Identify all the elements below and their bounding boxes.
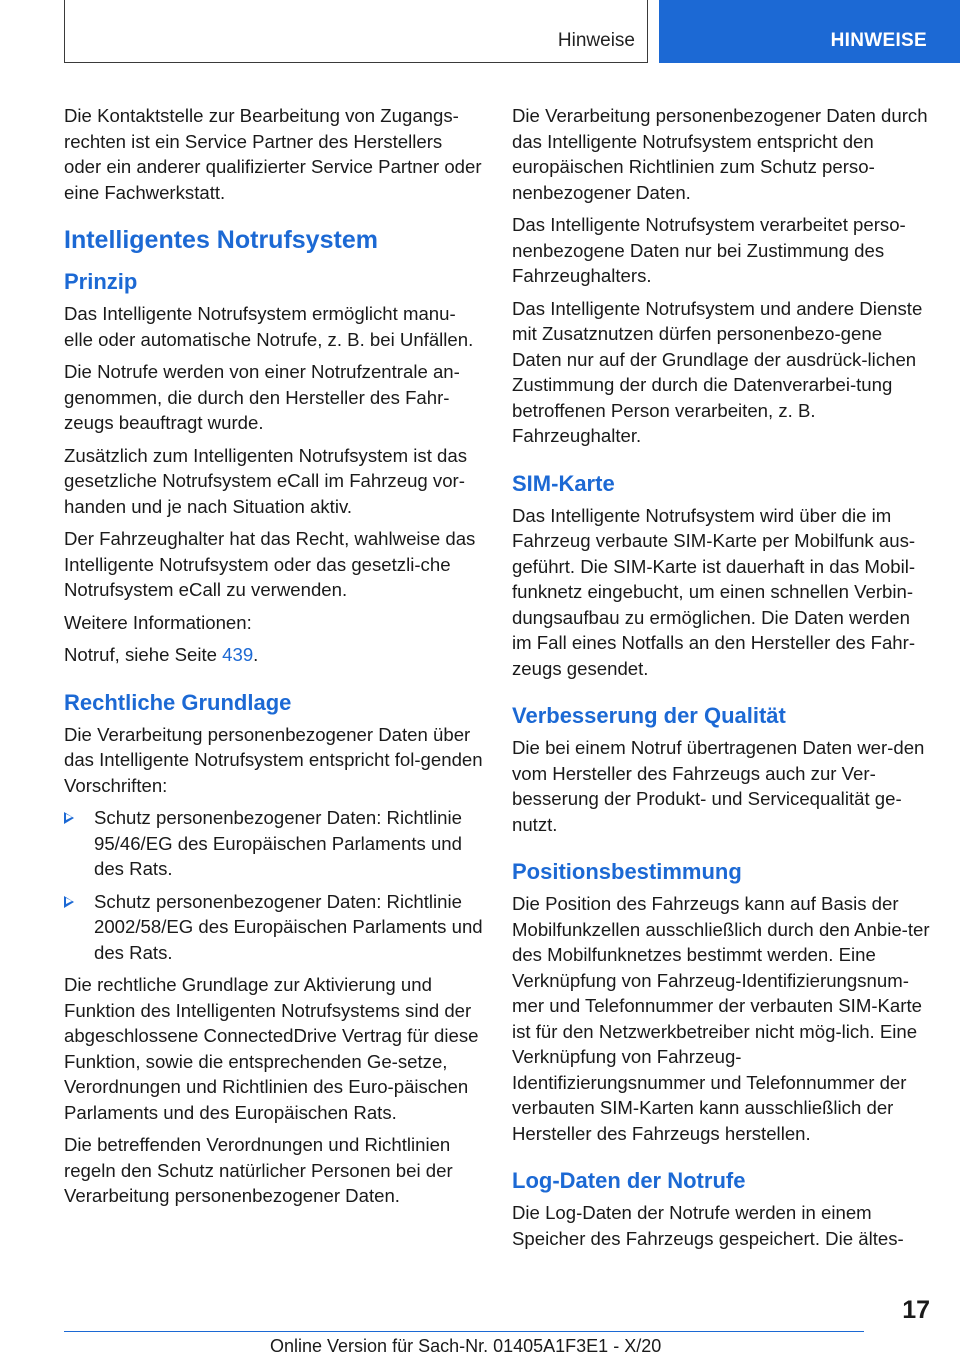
paragraph: Das Intelligente Notrufsystem und andere Dienste mit Zusatznutzen dürfen personenbezo-gene Daten nur auf der Grundlage der ausdrück-lichen Zustimmung der durch die Datenverarbei-tung betroffenen Person verarbeiten, z. B. Fahrzeughalter. <box>512 297 923 446</box>
chapter-title: Intelligentes Notrufsystem <box>64 226 378 254</box>
paragraph: Das Intelligente Notrufsystem ermöglicht manu-elle oder automatische Notrufe, z. B. bei Unfällen. <box>64 303 474 350</box>
paragraph: Die Verarbeitung personenbezogener Daten über das Intelligente Notrufsystem entspricht fol-genden Vorschriften: <box>64 723 483 796</box>
triangle-bullet-icon <box>64 896 74 908</box>
left-column <box>64 103 484 1216</box>
list-item <box>64 889 484 966</box>
qualitaet-heading: Verbesserung der Qualität <box>512 703 786 728</box>
section-tab-label: HINWEISE <box>830 30 927 51</box>
paragraph: Zusätzlich zum Intelligenten Notrufsystem ist das gesetzliche Notrufsystem eCall im Fahrzeug vor-handen und je nach Situation aktiv. <box>64 444 468 517</box>
paragraph: Der Fahrzeughalter hat das Recht, wahlweise das Intelligente Notrufsystem oder das gesetzli-che Notrufsystem eCall zu verwenden. <box>64 528 476 600</box>
intro-paragraph: Die Kontaktstelle zur Bearbeitung von Zugangs-rechten ist ein Service Partner des Herstellers oder ein anderer qualifizierter Service Partner oder eine Fachwerkstatt. <box>64 105 482 203</box>
header-box <box>64 0 648 63</box>
reference-suffix: . <box>253 644 259 665</box>
paragraph: Die Log-Daten der Notrufe werden in einem Speicher des Fahrzeugs gespeichert. Die ältes- <box>512 1202 904 1249</box>
section-title: Hinweise <box>557 30 635 51</box>
paragraph: Die rechtliche Grundlage zur Aktivierung und Funktion des Intelligenten Notrufsystems sind der abgeschlossene ConnectedDrive Vertrag für diese Funktion, sowie die entsprechenden Ge-setze, Verordnungen und Richtlinien des Euro-päischen Parlaments und des Europäischen Rats. <box>64 974 479 1123</box>
section-tab[interactable] <box>659 0 960 63</box>
list-item <box>64 805 484 882</box>
page-link[interactable]: 439 <box>222 644 254 665</box>
paragraph: Die betreffenden Verordnungen und Richtlinien regeln den Schutz natürlicher Personen bei der Verarbeitung personenbezogener Daten. <box>64 1134 453 1206</box>
triangle-bullet-icon <box>64 812 74 824</box>
paragraph: Weitere Informationen: <box>64 611 252 633</box>
recht-heading: Rechtliche Grundlage <box>64 689 292 715</box>
position-heading: Positionsbestimmung <box>512 859 742 884</box>
page-number: 17 <box>902 1296 930 1324</box>
footer-divider <box>64 1331 864 1332</box>
paragraph: Die Notrufe werden von einer Notrufzentrale an-genommen, die durch den Hersteller des Fahr-zeugs beauftragt wurde. <box>64 361 460 433</box>
list-item-text: Schutz personenbezogener Daten: Richtlinie 2002/58/EG des Europäischen Parlaments und des Rats. <box>94 890 483 963</box>
list-item-text: Schutz personenbezogener Daten: Richtlinie 95/46/EG des Europäischen Parlaments und des Rats. <box>94 807 462 879</box>
bullet-list <box>64 805 484 965</box>
notruf-reference <box>64 642 484 668</box>
right-column <box>512 103 930 1258</box>
paragraph: Das Intelligente Notrufsystem wird über die im Fahrzeug verbaute SIM-Karte per Mobilfunk aus-geführt. Die SIM-Karte ist dauerhaft in das Mobil-funknetz eingebucht, um einen schnellen Verbin-dungsaufbau zu ermöglichen. Die Daten werden im Fall eines Notfalls an den Hersteller des Fahr-zeugs gesendet. <box>512 504 916 679</box>
paragraph: Die bei einem Notruf übertragenen Daten wer-den vom Hersteller des Fahrzeugs auch zur Ver-besserung der Produkt- und Servicequalität ge-nutzt. <box>512 737 925 835</box>
footer-text: Online Version für Sach-Nr. 01405A1F3E1 - X/20 <box>270 1336 662 1356</box>
sim-heading: SIM-Karte <box>512 470 615 496</box>
reference-text: Notruf, siehe Seite <box>64 644 223 665</box>
paragraph: Die Position des Fahrzeugs kann auf Basis der Mobilfunkzellen ausschließlich durch den Anbie-ter des Mobilfunknetzes bestimmt werden. Eine Verknüpfung von Fahrzeug-Identifizierungsnum-mer und Telefonnummer der verbauten SIM-Karte ist für den Netzwerkbetreiber nicht mög-lich. Eine Verknüpfung von Fahrzeug-Identifizierungsnummer und Telefonnummer der verbauten SIM-Karten kann ausschließlich der Hersteller des Fahrzeugs herstellen. <box>512 893 930 1144</box>
paragraph: Das Intelligente Notrufsystem verarbeitet perso-nenbezogene Daten nur bei Zustimmung des Fahrzeughalters. <box>512 214 906 286</box>
prinzip-heading: Prinzip <box>64 269 138 294</box>
paragraph: Die Verarbeitung personenbezogener Daten durch das Intelligente Notrufsystem entspricht den europäischen Richtlinien zum Schutz perso-nenbezogener Daten. <box>512 105 928 203</box>
log-heading: Log-Daten der Notrufe <box>512 1168 746 1193</box>
